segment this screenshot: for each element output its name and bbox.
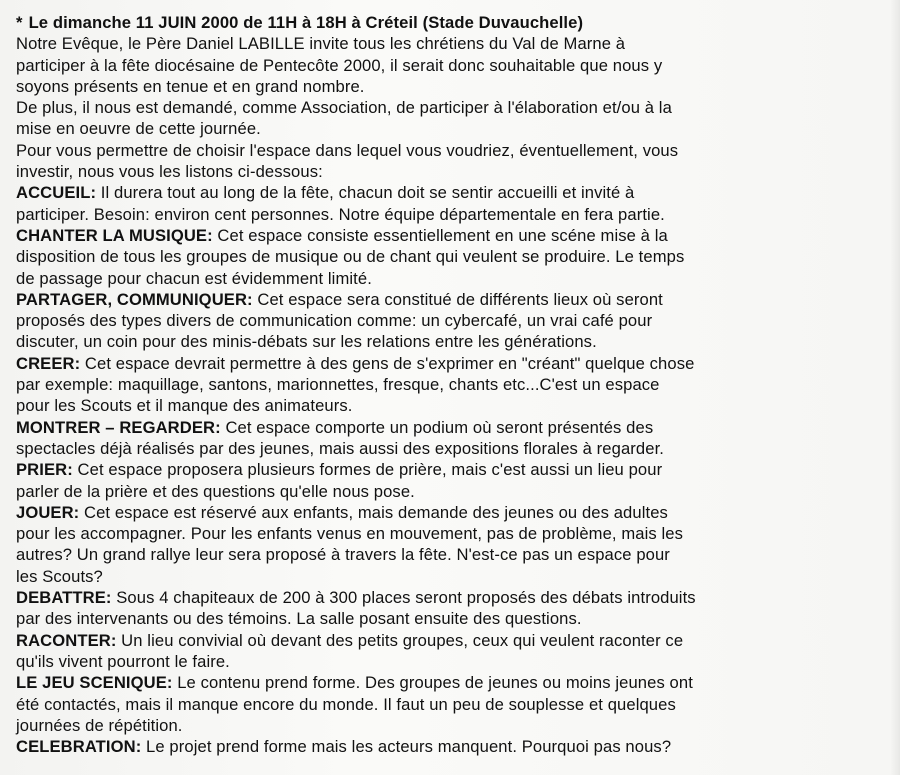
space-term: LE JEU SCENIQUE: <box>16 673 173 693</box>
space-description: Cet espace consiste essentiellement en une scéne mise à la <box>212 225 668 245</box>
intro-line: De plus, il nous est demandé, comme Association, de participer à l'élaboration et/ou à la <box>16 98 672 118</box>
bullet-star: * <box>16 13 23 32</box>
space-description-line: discuter, un coin pour des minis-débats sur les relations entre les générations. <box>16 332 597 352</box>
event-heading <box>16 12 884 33</box>
space-description-line: qu'ils vivent pourront le faire. <box>16 651 230 671</box>
space-description-line: par des intervenants ou des témoins. La salle posant ensuite des questions. <box>16 609 582 629</box>
space-entry-first-line <box>16 672 884 693</box>
space-description: Cet espace devrait permettre à des gens de s'exprimer en "créant" quelque chose <box>80 353 695 373</box>
space-entry <box>16 459 884 502</box>
space-description-line: pour les Scouts et il manque des animateurs. <box>16 396 353 416</box>
space-entry-first-line <box>16 502 884 523</box>
space-description-line: par exemple: maquillage, santons, marionnettes, fresque, chants etc...C'est un espace <box>16 375 660 395</box>
space-entry <box>16 672 884 736</box>
intro-line: soyons présents en tenue et en grand nombre. <box>16 76 365 96</box>
space-entry-first-line <box>16 225 884 246</box>
space-description-line: spectacles déjà réalisés par des jeunes, mais aussi des expositions florales à regarder. <box>16 438 664 458</box>
space-description: Le contenu prend forme. Des groupes de jeunes ou moins jeunes ont <box>172 673 693 693</box>
space-entry-first-line <box>16 587 884 608</box>
space-entry <box>16 353 884 417</box>
space-entry <box>16 587 884 630</box>
space-description: Cet espace comporte un podium où seront présentés des <box>220 417 654 437</box>
space-entry <box>16 289 884 353</box>
space-description-line: disposition de tous les groupes de musique ou de chant qui veulent se produire. Le temps <box>16 247 685 267</box>
space-description: Cet espace sera constitué de différents lieux où seront <box>252 289 663 309</box>
space-description: Le projet prend forme mais les acteurs manquent. Pourquoi pas nous? <box>141 737 672 757</box>
space-term: PARTAGER, COMMUNIQUER: <box>16 289 253 309</box>
space-entry-first-line <box>16 630 884 651</box>
space-term: CELEBRATION: <box>16 737 142 757</box>
space-entry-first-line <box>16 417 884 438</box>
intro-paragraph <box>16 33 884 182</box>
space-description-line: été contactés, mais il manque encore du monde. Il faut un peu de souplesse et quelques <box>16 694 676 714</box>
space-term: CHANTER LA MUSIQUE: <box>16 225 213 245</box>
space-entry-first-line <box>16 459 884 480</box>
space-description: Un lieu convivial où devant des petits groupes, ceux qui veulent raconter ce <box>116 630 684 650</box>
page-edge-shadow <box>890 0 900 775</box>
intro-line: mise en oeuvre de cette journée. <box>16 119 261 139</box>
intro-line: Pour vous permettre de choisir l'espace dans lequel vous voudriez, éventuellement, vous <box>16 140 679 160</box>
event-heading-text: Le dimanche 11 JUIN 2000 de 11H à 18H à Créteil (Stade Duvauchelle) <box>28 13 584 32</box>
space-entry <box>16 417 884 460</box>
intro-line: participer à la fête diocésaine de Pentecôte 2000, il serait donc souhaitable que nous y <box>16 55 663 75</box>
document-body <box>16 12 884 757</box>
space-description-line: participer. Besoin: environ cent personnes. Notre équipe départementale en fera partie. <box>16 204 665 224</box>
space-term: MONTRER – REGARDER: <box>16 417 221 437</box>
space-entry-first-line <box>16 289 884 310</box>
space-term: ACCUEIL: <box>16 183 97 203</box>
space-term: RACONTER: <box>16 630 117 650</box>
space-entry <box>16 225 884 289</box>
space-entry <box>16 630 884 673</box>
space-description: Il durera tout au long de la fête, chacun doit se sentir accueilli et invité à <box>96 183 635 203</box>
space-entry-first-line <box>16 182 884 203</box>
space-term: PRIER: <box>16 460 73 480</box>
space-list <box>16 182 884 757</box>
space-description-line: les Scouts? <box>16 566 103 586</box>
space-description-line: pour les accompagner. Pour les enfants venus en mouvement, pas de problème, mais les <box>16 524 683 544</box>
space-entry-first-line <box>16 736 884 757</box>
space-entry <box>16 502 884 587</box>
space-entry <box>16 182 884 225</box>
space-description-line: journées de répétition. <box>16 715 183 735</box>
space-description-line: proposés des types divers de communication comme: un cybercafé, un vrai café pour <box>16 311 653 331</box>
space-term: JOUER: <box>16 502 80 522</box>
space-description: Cet espace est réservé aux enfants, mais demande des jeunes ou des adultes <box>79 502 668 522</box>
intro-line: investir, nous vous les listons ci-dessous: <box>16 162 323 182</box>
space-term: DEBATTRE: <box>16 588 112 608</box>
intro-line: Notre Evêque, le Père Daniel LABILLE invite tous les chrétiens du Val de Marne à <box>16 34 626 54</box>
space-description-line: de passage pour chacun est évidemment limité. <box>16 268 372 288</box>
space-description-line: parler de la prière et des questions qu'elle nous pose. <box>16 481 415 501</box>
space-term: CREER: <box>16 353 81 373</box>
space-entry <box>16 736 884 757</box>
space-entry-first-line <box>16 353 884 374</box>
space-description-line: autres? Un grand rallye leur sera proposé à travers la fête. N'est-ce pas un espace pour <box>16 545 670 565</box>
space-description: Cet espace proposera plusieurs formes de prière, mais c'est aussi un lieu pour <box>72 460 663 480</box>
space-description: Sous 4 chapiteaux de 200 à 300 places seront proposés des débats introduits <box>111 588 696 608</box>
